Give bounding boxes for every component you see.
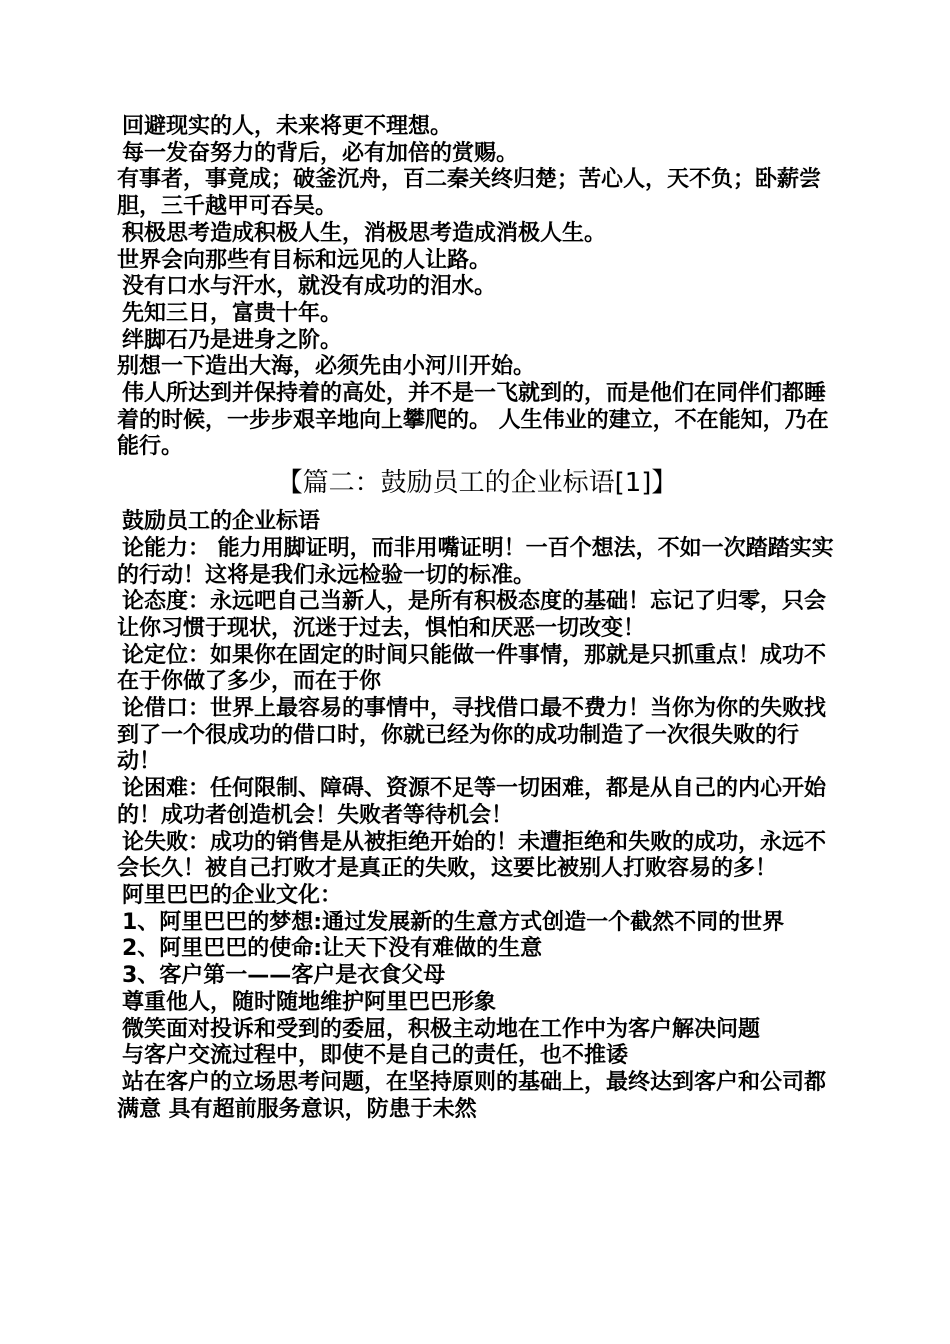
document-page — [117, 114, 837, 1123]
paragraph: 积极思考造成积极人生，消极思考造成消极人生。 — [122, 220, 607, 246]
paragraph: 站在客户的立场思考问题，在坚持原则的基础上，最终达到客户和公司都满意 具有超前服务意识，防患于未然 — [117, 1069, 827, 1122]
paragraph: 世界会向那些有目标和远见的人让路。 — [117, 247, 492, 273]
paragraph: 微笑面对投诉和受到的委屈，积极主动地在工作中为客户解决问题 — [122, 1016, 761, 1042]
paragraph: 阿里巴巴的企业文化： — [122, 882, 343, 908]
paragraph: 2、阿里巴巴的使命:让天下没有难做的生意 — [122, 936, 543, 962]
paragraph: 每一发奋努力的背后，必有加倍的赏赐。 — [122, 140, 519, 166]
paragraph: 尊重他人，随时随地维护阿里巴巴形象 — [122, 989, 497, 1015]
paragraph: 别想一下造出大海，必须先由小河川开始。 — [117, 354, 536, 380]
paragraph: 1、阿里巴巴的梦想:通过发展新的生意方式创造一个截然不同的世界 — [122, 909, 785, 935]
paragraph: 论借口：世界上最容易的事情中，寻找借口最不费力！当你为你的失败找到了一个很成功的借口时，你就已经为你的成功制造了一次很失败的行动！ — [117, 696, 827, 775]
paragraph: 先知三日，富贵十年。 — [122, 300, 343, 326]
paragraph: 没有口水与汗水，就没有成功的泪水。 — [122, 274, 497, 300]
paragraph: 论能力： 能力用脚证明，而非用嘴证明！一百个想法，不如一次踏踏实实的行动！这将是我们永远检验一切的标准。 — [117, 535, 834, 588]
paragraph: 论定位：如果你在固定的时间只能做一件事情，那就是只抓重点！成功不在于你做了多少，而在于你 — [117, 642, 827, 695]
section-heading: 【篇二：鼓励员工的企业标语[1]】 — [276, 468, 678, 499]
paragraph: 有事者，事竟成；破釜沉舟，百二秦关终归楚；苦心人，天不负；卧薪尝胆，三千越甲可吞吴。 — [117, 167, 822, 220]
paragraph: 论困难：任何限制、障碍、资源不足等一切困难，都是从自己的内心开始的！成功者创造机会！失败者等待机会！ — [117, 776, 827, 828]
paragraph: 伟人所达到并保持着的高处，并不是一飞就到的，而是他们在同伴们都睡着的时候，一步步艰辛地向上攀爬的。 人生伟业的建立，不在能知，乃在能行。 — [117, 381, 829, 460]
paragraph: 与客户交流过程中，即使不是自己的责任，也不推诿 — [122, 1043, 629, 1069]
paragraph: 论态度：永远吧自己当新人，是所有积极态度的基础！忘记了归零，只会让你习惯于现状，沉迷于过去，惧怕和厌恶一切改变！ — [117, 589, 827, 641]
paragraph: 3、客户第一——客户是衣食父母 — [122, 963, 446, 989]
paragraph: 绊脚石乃是进身之阶。 — [122, 327, 343, 353]
paragraph: 回避现实的人，未来将更不理想。 — [122, 114, 453, 139]
paragraph: 鼓励员工的企业标语 — [122, 509, 321, 535]
paragraph: 论失败：成功的销售是从被拒绝开始的！未遭拒绝和失败的成功，永远不会长久！被自己打败才是真正的失败，这要比被别人打败容易的多！ — [117, 829, 827, 882]
